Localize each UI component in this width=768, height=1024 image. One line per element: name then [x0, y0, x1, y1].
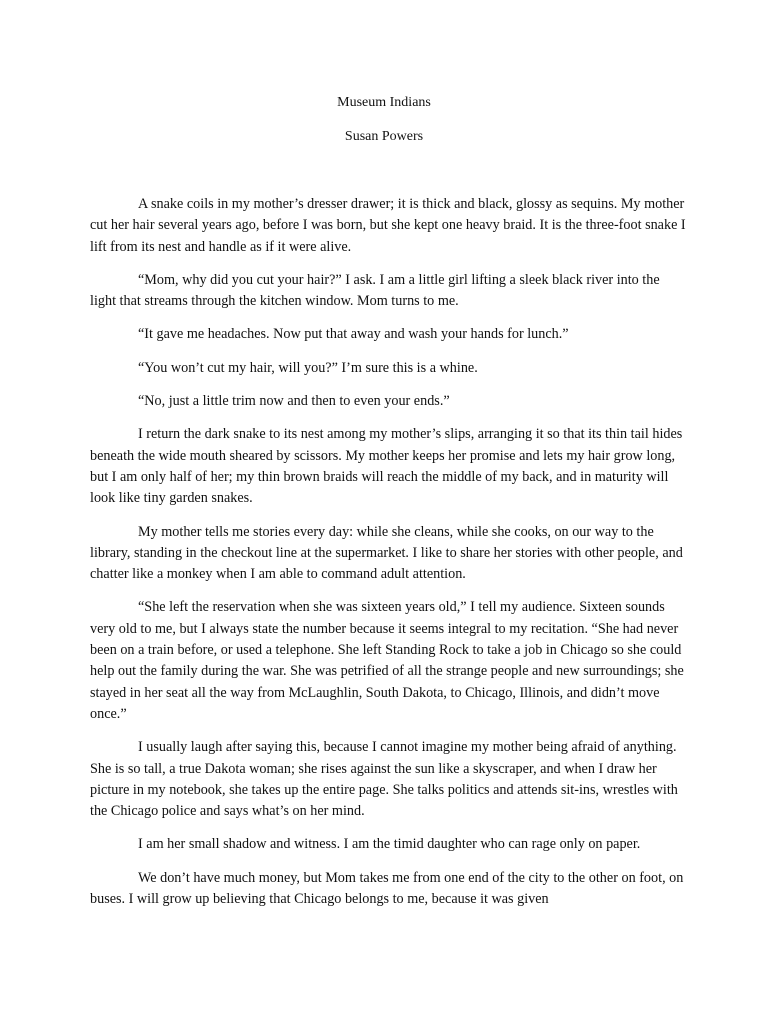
- paragraph: My mother tells me stories every day: while she cleans, while she cooks, on our way to the library, standing in the checkout line at the supermarket. I like to share her stories with other people, and chatter like a monkey when I am able to command adult attention.: [90, 523, 683, 583]
- paragraph: We don’t have much money, but Mom takes me from one end of the city to the other on foot, on buses. I will grow up believing that Chicago belongs to me, because it was given: [90, 869, 684, 908]
- paragraph: “You won’t cut my hair, will you?” I’m sure this is a whine.: [138, 359, 478, 376]
- paragraph: I am her small shadow and witness. I am the timid daughter who can rage only on paper.: [138, 836, 641, 853]
- paragraph: “No, just a little trim now and then to even your ends.”: [138, 393, 450, 410]
- document-author: Susan Powers: [344, 129, 424, 144]
- paragraph: I return the dark snake to its nest among my mother’s slips, arranging it so that its thin tail hides beneath the wide mouth sheared by scissors. My mother keeps her promise and lets my hair grow long, but I am only half of her; my thin brown braids will reach the middle of my back, and in maturity will look like tiny garden snakes.: [90, 426, 683, 507]
- document-body: [90, 194, 688, 922]
- paragraph: “Mom, why did you cut your hair?” I ask. I am a little girl lifting a sleek black river into the light that streams through the kitchen window. Mom turns to me.: [90, 271, 660, 310]
- paragraph: “It gave me headaches. Now put that away and wash your hands for lunch.”: [138, 326, 569, 343]
- paragraph: I usually laugh after saying this, because I cannot imagine my mother being afraid of anything. She is so tall, a true Dakota woman; she rises against the sun like a skyscraper, and when I draw her picture in my notebook, she takes up the entire page. She talks politics and attends sit-ins, wrestles with the Chicago police and says what’s on her mind.: [90, 739, 678, 820]
- paragraph: A snake coils in my mother’s dresser drawer; it is thick and black, glossy as sequins. My mother cut her hair several years ago, before I was born, but she kept one heavy braid. It is the three-foot snake I lift from its nest and handle as if it were alive.: [90, 196, 686, 255]
- document-title: Museum Indians: [337, 95, 431, 110]
- paragraph: “She left the reservation when she was sixteen years old,” I tell my audience. Sixteen sounds very old to me, but I always state the number because it seems integral to my recitation. “She had never been on a train before, or used a telephone. She left Standing Rock to take a job in Chicago so she could help out the family during the war. She was petrified of all the strange people and new surroundings; she stayed in her seat all the way from McLaughlin, South Dakota, to Chicago, Illinois, and didn’t move once.”: [90, 599, 684, 722]
